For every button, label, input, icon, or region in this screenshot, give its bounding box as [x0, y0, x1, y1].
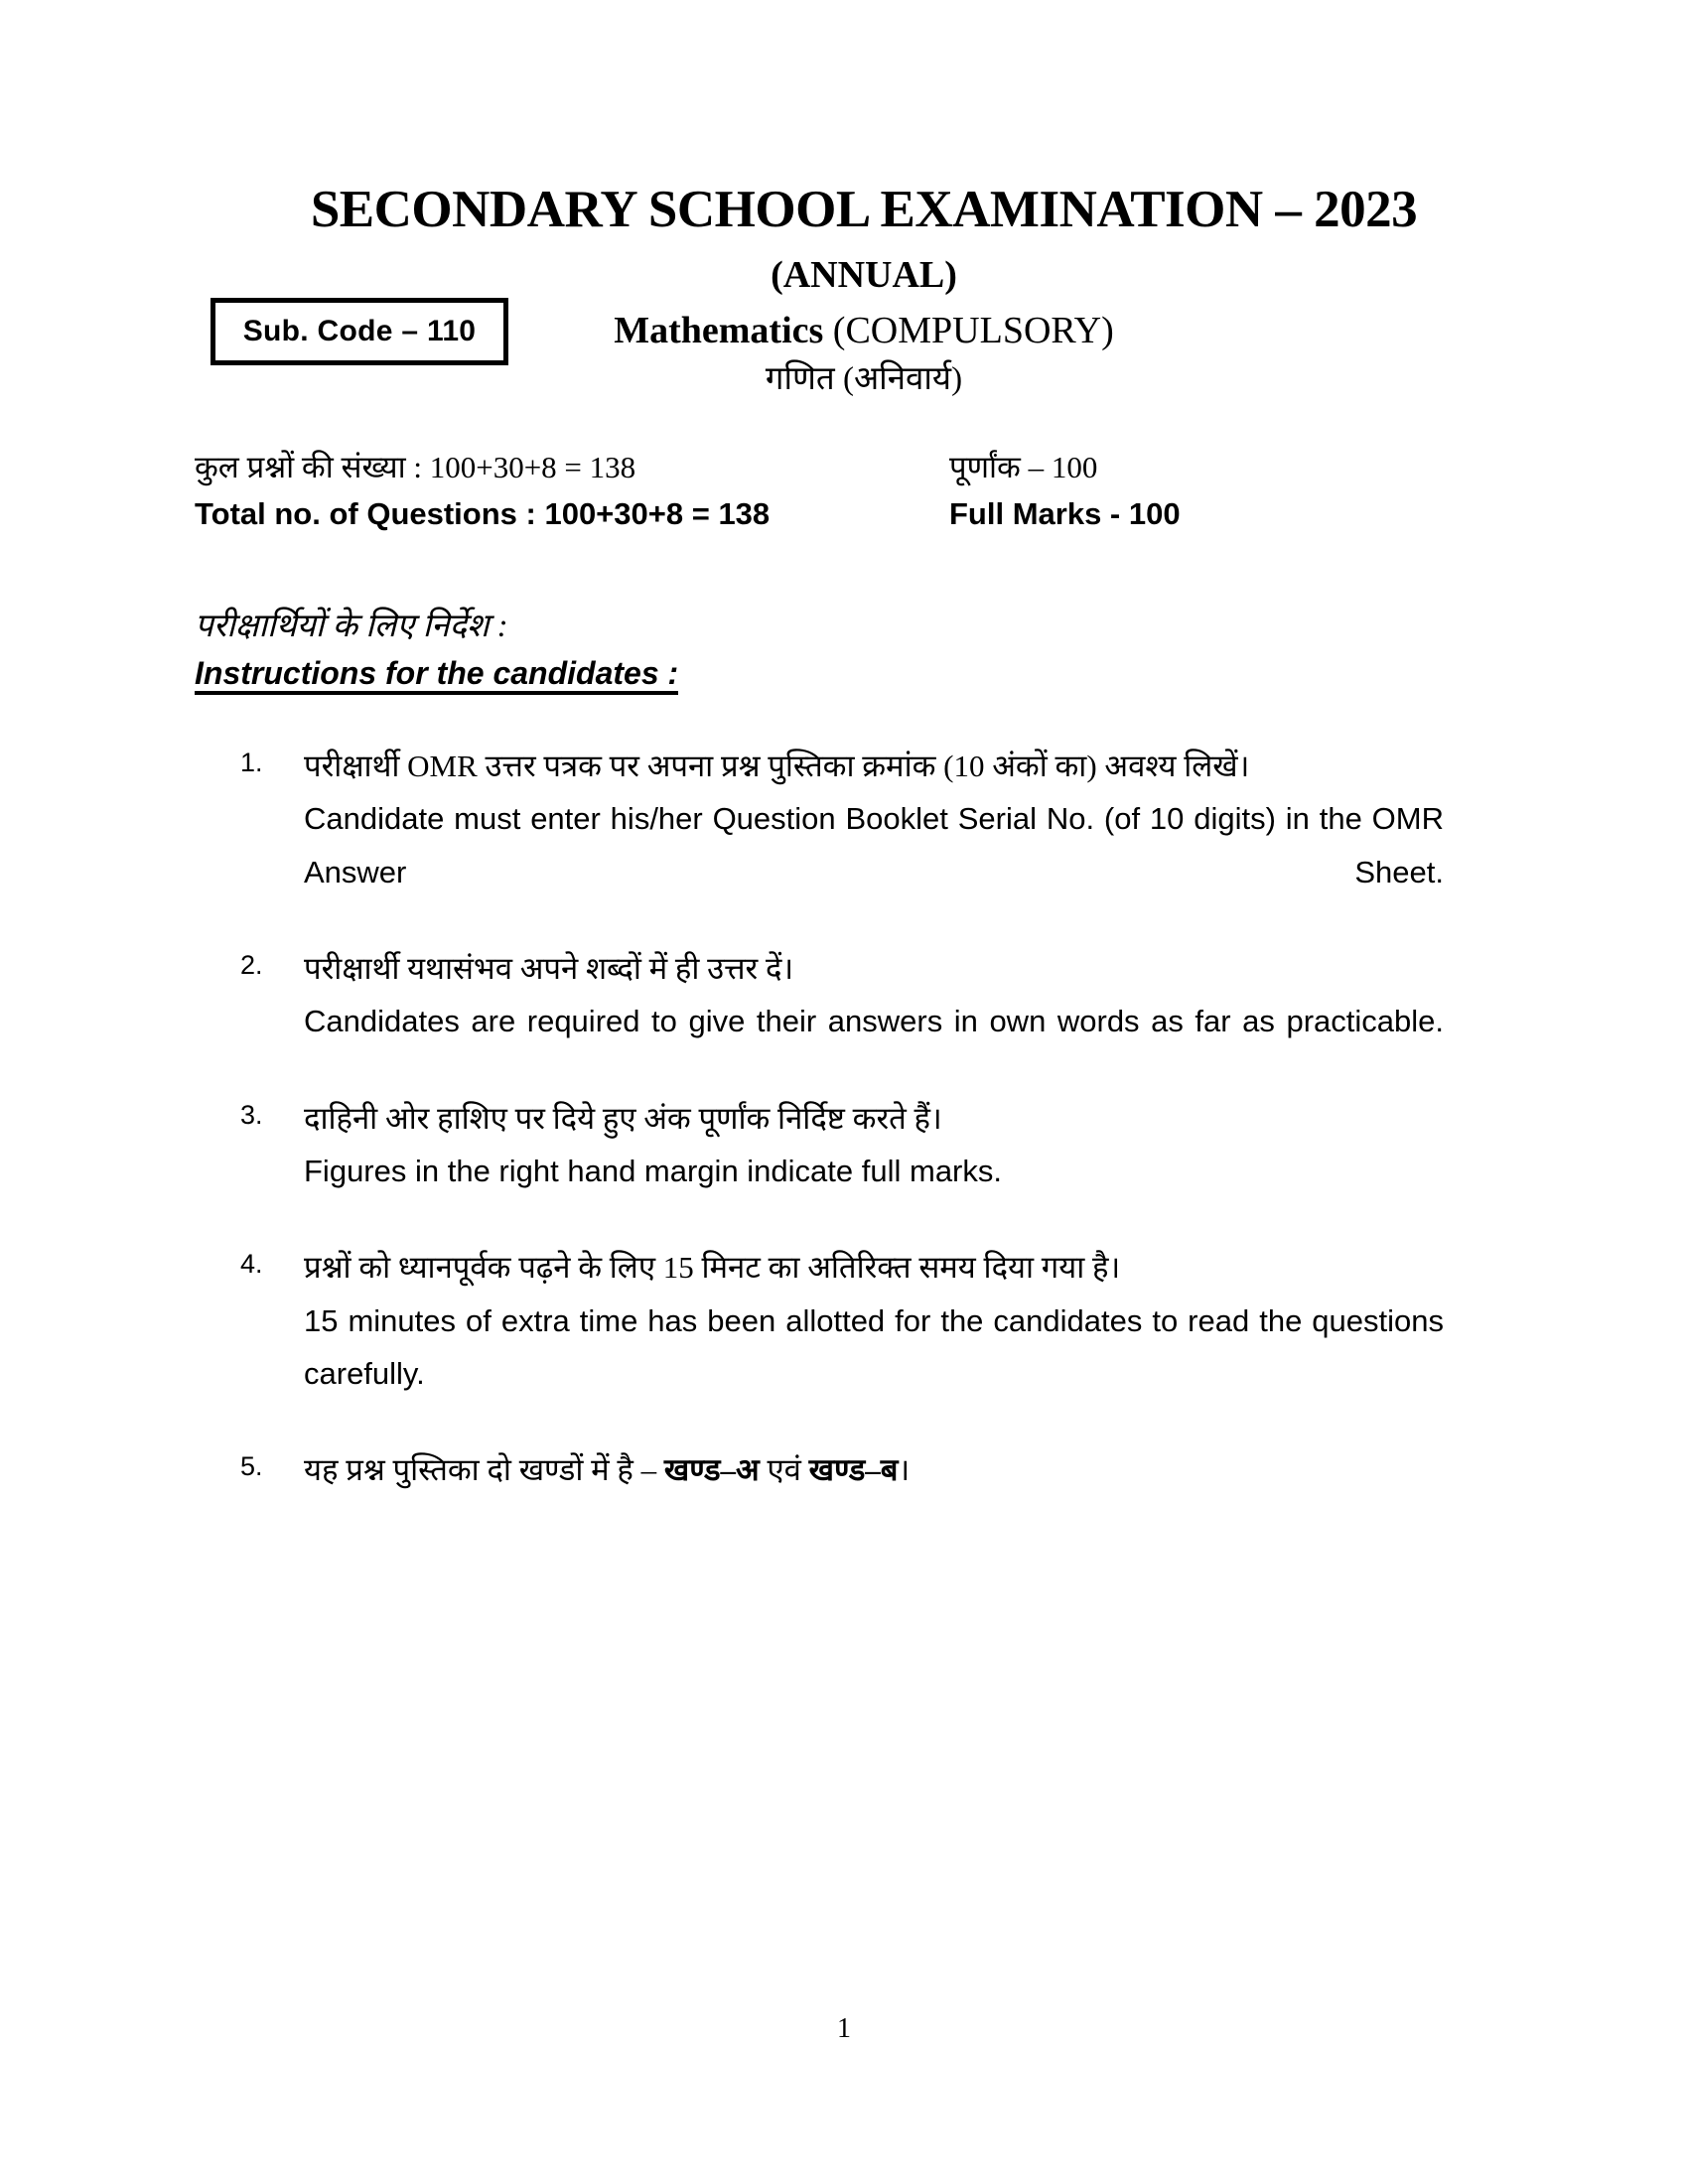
instruction-body: [304, 1092, 1444, 1198]
instruction-text-english: Candidate must enter his/her Question Booklet Serial No. (of 10 digits) in the OMR Answer Sheet.: [304, 801, 1444, 889]
instructions-heading-english: Instructions for the candidates :: [195, 657, 678, 695]
subject-code-label: Sub. Code – 110: [242, 315, 477, 347]
full-marks-hindi: पूर्णांक – 100: [949, 450, 1098, 484]
instruction-body: [304, 740, 1444, 898]
full-marks-english: Full Marks - 100: [949, 496, 1181, 531]
instructions-heading-hindi: परीक्षार्थियों के लिए निर्देश :: [195, 609, 508, 644]
instruction-5-middle: एवं: [759, 1452, 809, 1488]
instruction-text-hindi: परीक्षार्थी यथासंभव अपने शब्दों में ही उत्तर दें।: [304, 950, 794, 986]
instruction-text-hindi: दाहिनी ओर हाशिए पर दिये हुए अंक पूर्णांक निर्दिष्ट करते हैं।: [304, 1100, 942, 1136]
total-questions-hindi: कुल प्रश्नों की संख्या : 100+30+8 = 138: [195, 450, 636, 484]
instruction-number: 3.: [240, 1099, 263, 1130]
instruction-text-english: Figures in the right hand margin indicate full marks.: [304, 1153, 1002, 1188]
instruction-body: [304, 1443, 1444, 1496]
section-b-label: खण्ड–ब: [808, 1452, 899, 1488]
total-questions-english: Total no. of Questions : 100+30+8 = 138: [195, 496, 771, 531]
instruction-number: 1.: [240, 748, 263, 777]
instruction-5-prefix: यह प्रश्न पुस्तिका दो खण्डों में है –: [304, 1452, 664, 1488]
instruction-text-english: 15 minutes of extra time has been allotted for the candidates to read the questions carefully.: [304, 1302, 1444, 1391]
subject-code-box: [211, 298, 508, 365]
list-item: [195, 1092, 1485, 1198]
instruction-body: [304, 942, 1444, 1048]
instruction-text-hindi: परीक्षार्थी OMR उत्तर पत्रक पर अपना प्रश्न पुस्तिका क्रमांक (10 अंकों का) अवश्य लिखें।: [304, 749, 1250, 783]
exam-session-label: (ANNUAL): [771, 254, 957, 296]
subject-name-hindi: गणित (अनिवार्य): [765, 361, 963, 397]
instruction-text-hindi: [304, 1443, 1444, 1496]
page-title: SECONDARY SCHOOL EXAMINATION – 2023: [310, 181, 1418, 238]
list-item: [195, 1443, 1485, 1496]
instruction-text-hindi: प्रश्नों को ध्यानपूर्वक पढ़ने के लिए 15 मिनट का अतिरिक्त समय दिया गया है।: [304, 1250, 1121, 1286]
instruction-number: 2.: [240, 949, 263, 980]
instructions-heading: [195, 611, 678, 695]
subject-qualifier: (COMPULSORY): [832, 310, 1114, 351]
subject-name: Mathematics: [614, 310, 824, 351]
instruction-body: [304, 1241, 1444, 1400]
instruction-5-suffix: ।: [898, 1452, 911, 1488]
section-a-label: खण्ड–अ: [663, 1452, 760, 1488]
list-item: [195, 942, 1485, 1048]
instructions-list: [195, 740, 1485, 1540]
totals-row-hindi: [195, 452, 1505, 482]
list-item: [195, 740, 1485, 898]
instruction-number: 4.: [240, 1249, 263, 1280]
exam-totals-block: [195, 452, 1505, 529]
instruction-number: 5.: [240, 1451, 263, 1482]
totals-row-english: [195, 498, 1505, 529]
list-item: [195, 1241, 1485, 1400]
page-number: 1: [837, 2013, 851, 2044]
instruction-text-english: Candidates are required to give their answers in own words as far as practicable.: [304, 1004, 1444, 1039]
